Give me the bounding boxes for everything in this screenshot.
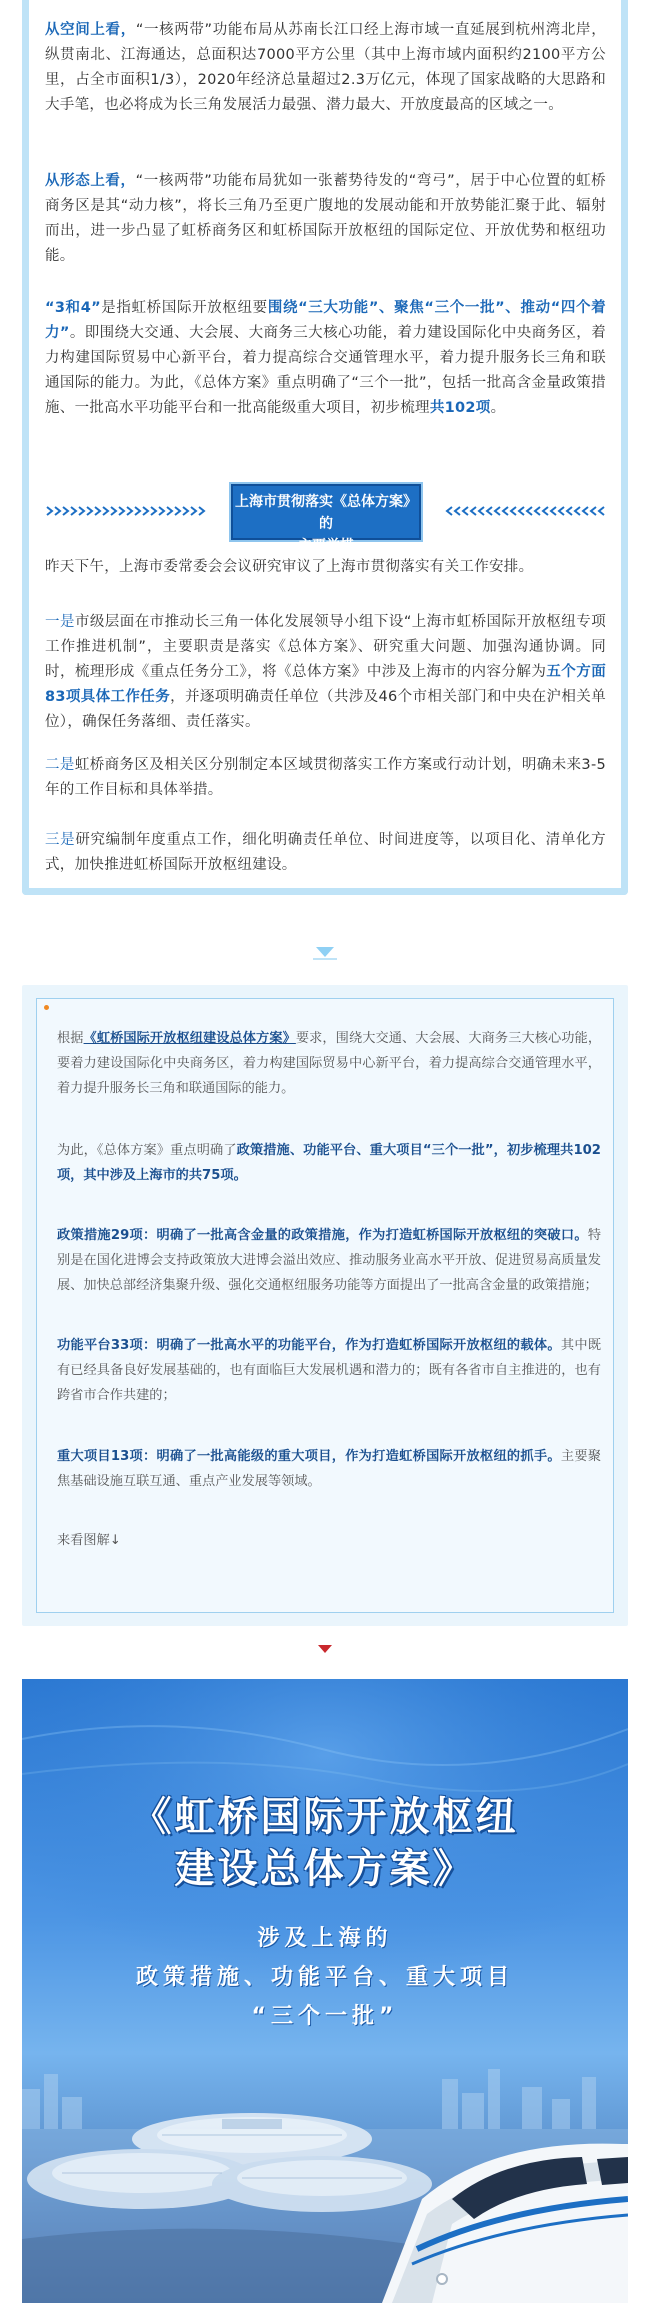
red-triangle-divider-icon <box>318 1645 332 1653</box>
text-first-b: ，并逐项明确责任单位（共涉及46个市相关部门和中央在沪相关单位），确保任务落细、责任落实。 <box>45 689 606 730</box>
lead-third: 三是 <box>45 832 76 848</box>
text-3-and-4-end: 。 <box>490 400 506 416</box>
chevron-arrows-left-icon <box>45 506 211 516</box>
chevron-arrows-right-icon <box>440 506 606 516</box>
triangle-divider-icon <box>316 947 334 957</box>
article-card <box>22 0 628 895</box>
news-dot-icon <box>44 1005 49 1010</box>
summary-intro-pre: 根据 <box>57 1031 84 1046</box>
poster-title-line1: 《虹桥国际开放枢纽 <box>131 1793 519 1840</box>
paragraph-third-measure <box>45 828 606 878</box>
highlight-three-functions: 围绕“三大功能”、聚焦“三个一批”、推动“四个着力” <box>45 300 606 341</box>
infographic-poster <box>22 1679 628 2303</box>
plan-title-link[interactable]: 《虹桥国际开放枢纽建设总体方案》 <box>83 1031 296 1046</box>
function-platforms-heading: 功能平台33项：明确了一批高水平的功能平台，作为打造虹桥国际开放枢纽的载体。 <box>57 1338 561 1353</box>
highlight-83-tasks: 五个方面83项具体工作任务 <box>45 664 607 705</box>
banner-title-line2: 主要举措 <box>298 538 354 554</box>
section-banner <box>45 484 606 554</box>
banner-title-line1: 上海市贯彻落实《总体方案》的 <box>235 494 417 532</box>
text-third: 研究编制年度重点工作，细化明确责任单位、时间进度等，以项目化、清单化方式，加快推进虹桥国际开放枢纽建设。 <box>45 832 606 873</box>
major-projects-text: 主要聚焦基础设施互联互通、重点产业发展等领域。 <box>57 1449 602 1489</box>
policy-measures-text: 特别是在国化进博会支持政策放大进博会溢出效应、推动服务业高水平开放、促进贸易高质量发展、加快总部经济集聚升级、强化交通枢纽服务功能等方面提出了一批高含金量的政策措施； <box>57 1228 601 1293</box>
lead-first: 一是 <box>45 614 75 630</box>
poster-title-line2: 建设总体方案》 <box>174 1845 476 1892</box>
exhibition-center-illustration <box>22 2049 628 2303</box>
paragraph-second-measure <box>45 753 606 803</box>
summary-three-batches <box>57 1138 601 1188</box>
text-spatial: “一核两带”功能布局从苏南长江口经上海市域一直延展到杭州湾北岸，纵贯南北、江海通达，总面积达7000平方公里（其中上海市域内面积约2100平方公里，占全市面积1/3），2020年经济总量超过2.3万亿元，体现了国家战略的大思路和大手笔，也必将成为长三角发展活力最强、潜力最大、开放度最高的区域之一。 <box>45 22 606 113</box>
summary-function-platforms <box>57 1333 601 1408</box>
summary-policy-measures <box>57 1223 601 1298</box>
major-projects-heading: 重大项目13项：明确了一批高能级的重大项目，作为打造虹桥国际开放枢纽的抓手。 <box>57 1449 561 1464</box>
text-first-a: 市级层面在市推动长三角一体化发展领导小组下设“上海市虹桥国际开放枢纽专项工作推进机制”，主要职责是落实《总体方案》、研究重大问题、加强沟通协调。同时，梳理形成《重点任务分工》，将《总体方案》中涉及上海市的内容分解为 <box>45 614 606 680</box>
poster-subtitle-line1: 涉及上海的 <box>257 1926 393 1951</box>
summary-intro <box>57 1026 601 1101</box>
paragraph-3-and-4 <box>45 296 606 421</box>
lead-spatial: 从空间上看， <box>45 22 136 38</box>
summary-major-projects <box>57 1444 601 1494</box>
policy-measures-heading: 政策措施29项：明确了一批高含金量的政策措施，作为打造虹桥国际开放枢纽的突破口。 <box>57 1228 588 1243</box>
see-infographic-text: 来看图解↓ <box>57 1533 121 1548</box>
poster-subtitle-line3: “三个一批” <box>251 2004 399 2029</box>
summary-card <box>22 985 628 1626</box>
paragraph-first-measure <box>45 610 606 735</box>
paragraph-form <box>45 169 606 269</box>
lead-second: 二是 <box>45 757 75 773</box>
paragraph-meeting: 昨天下午，上海市委常委会会议研究审议了上海市贯彻落实有关工作安排。 <box>45 559 534 575</box>
summary-intro-body: 要求，围绕大交通、大会展、大商务三大核心功能，要着力建设国际化中央商务区，着力构建国际贸易中心新平台，着力提高综合交通管理水平，着力提升服务长三角和联通国际的能力。 <box>57 1031 602 1096</box>
summary-three-bold: 政策措施、功能平台、重大项目“三个一批”，初步梳理共102项，其中涉及上海市的共75项。 <box>57 1143 601 1183</box>
summary-three-pre: 为此，《总体方案》重点明确了 <box>57 1143 237 1158</box>
text-form: “一核两带”功能布局犹如一张蓄势待发的“弯弓”，居于中心位置的虹桥商务区是其“动力核”，将长三角乃至更广腹地的发展动能和开放势能汇聚于此、辐射而出，进一步凸显了虹桥商务区和虹桥国际开放枢纽的国际定位、开放优势和枢纽功能。 <box>45 173 606 264</box>
lead-3-and-4: “3和4” <box>45 300 101 316</box>
summary-frame <box>36 998 614 1613</box>
lead-form: 从形态上看， <box>45 173 136 189</box>
text-3-and-4-a: 是指虹桥国际开放枢纽要 <box>100 300 268 316</box>
poster-subtitle-line2: 政策措施、功能平台、重大项目 <box>135 1965 514 1990</box>
highlight-102-items: 共102项 <box>429 400 491 416</box>
text-second: 虹桥商务区及相关区分别制定本区域贯彻落实工作方案或行动计划，明确未来3-5年的工作目标和具体举措。 <box>45 757 607 798</box>
function-platforms-text: 其中既有已经具备良好发展基础的，也有面临巨大发展机遇和潜力的；既有各省市自主推进的，也有跨省市合作共建的； <box>57 1338 602 1403</box>
divider-line <box>313 958 337 960</box>
paragraph-spatial <box>45 18 606 118</box>
banner-title <box>231 484 421 554</box>
text-3-and-4-b: 。即围绕大交通、大会展、大商务三大核心功能，着力建设国际化中央商务区，着力构建国际贸易中心新平台，着力提高综合交通管理水平，着力提升服务长三角和联通国际的能力。为此，《总体方案》重点明确了“三个一批”，包括一批高含金量政策措施、一批高水平功能平台和一批高能级重大项目，初步梳理 <box>45 325 606 416</box>
